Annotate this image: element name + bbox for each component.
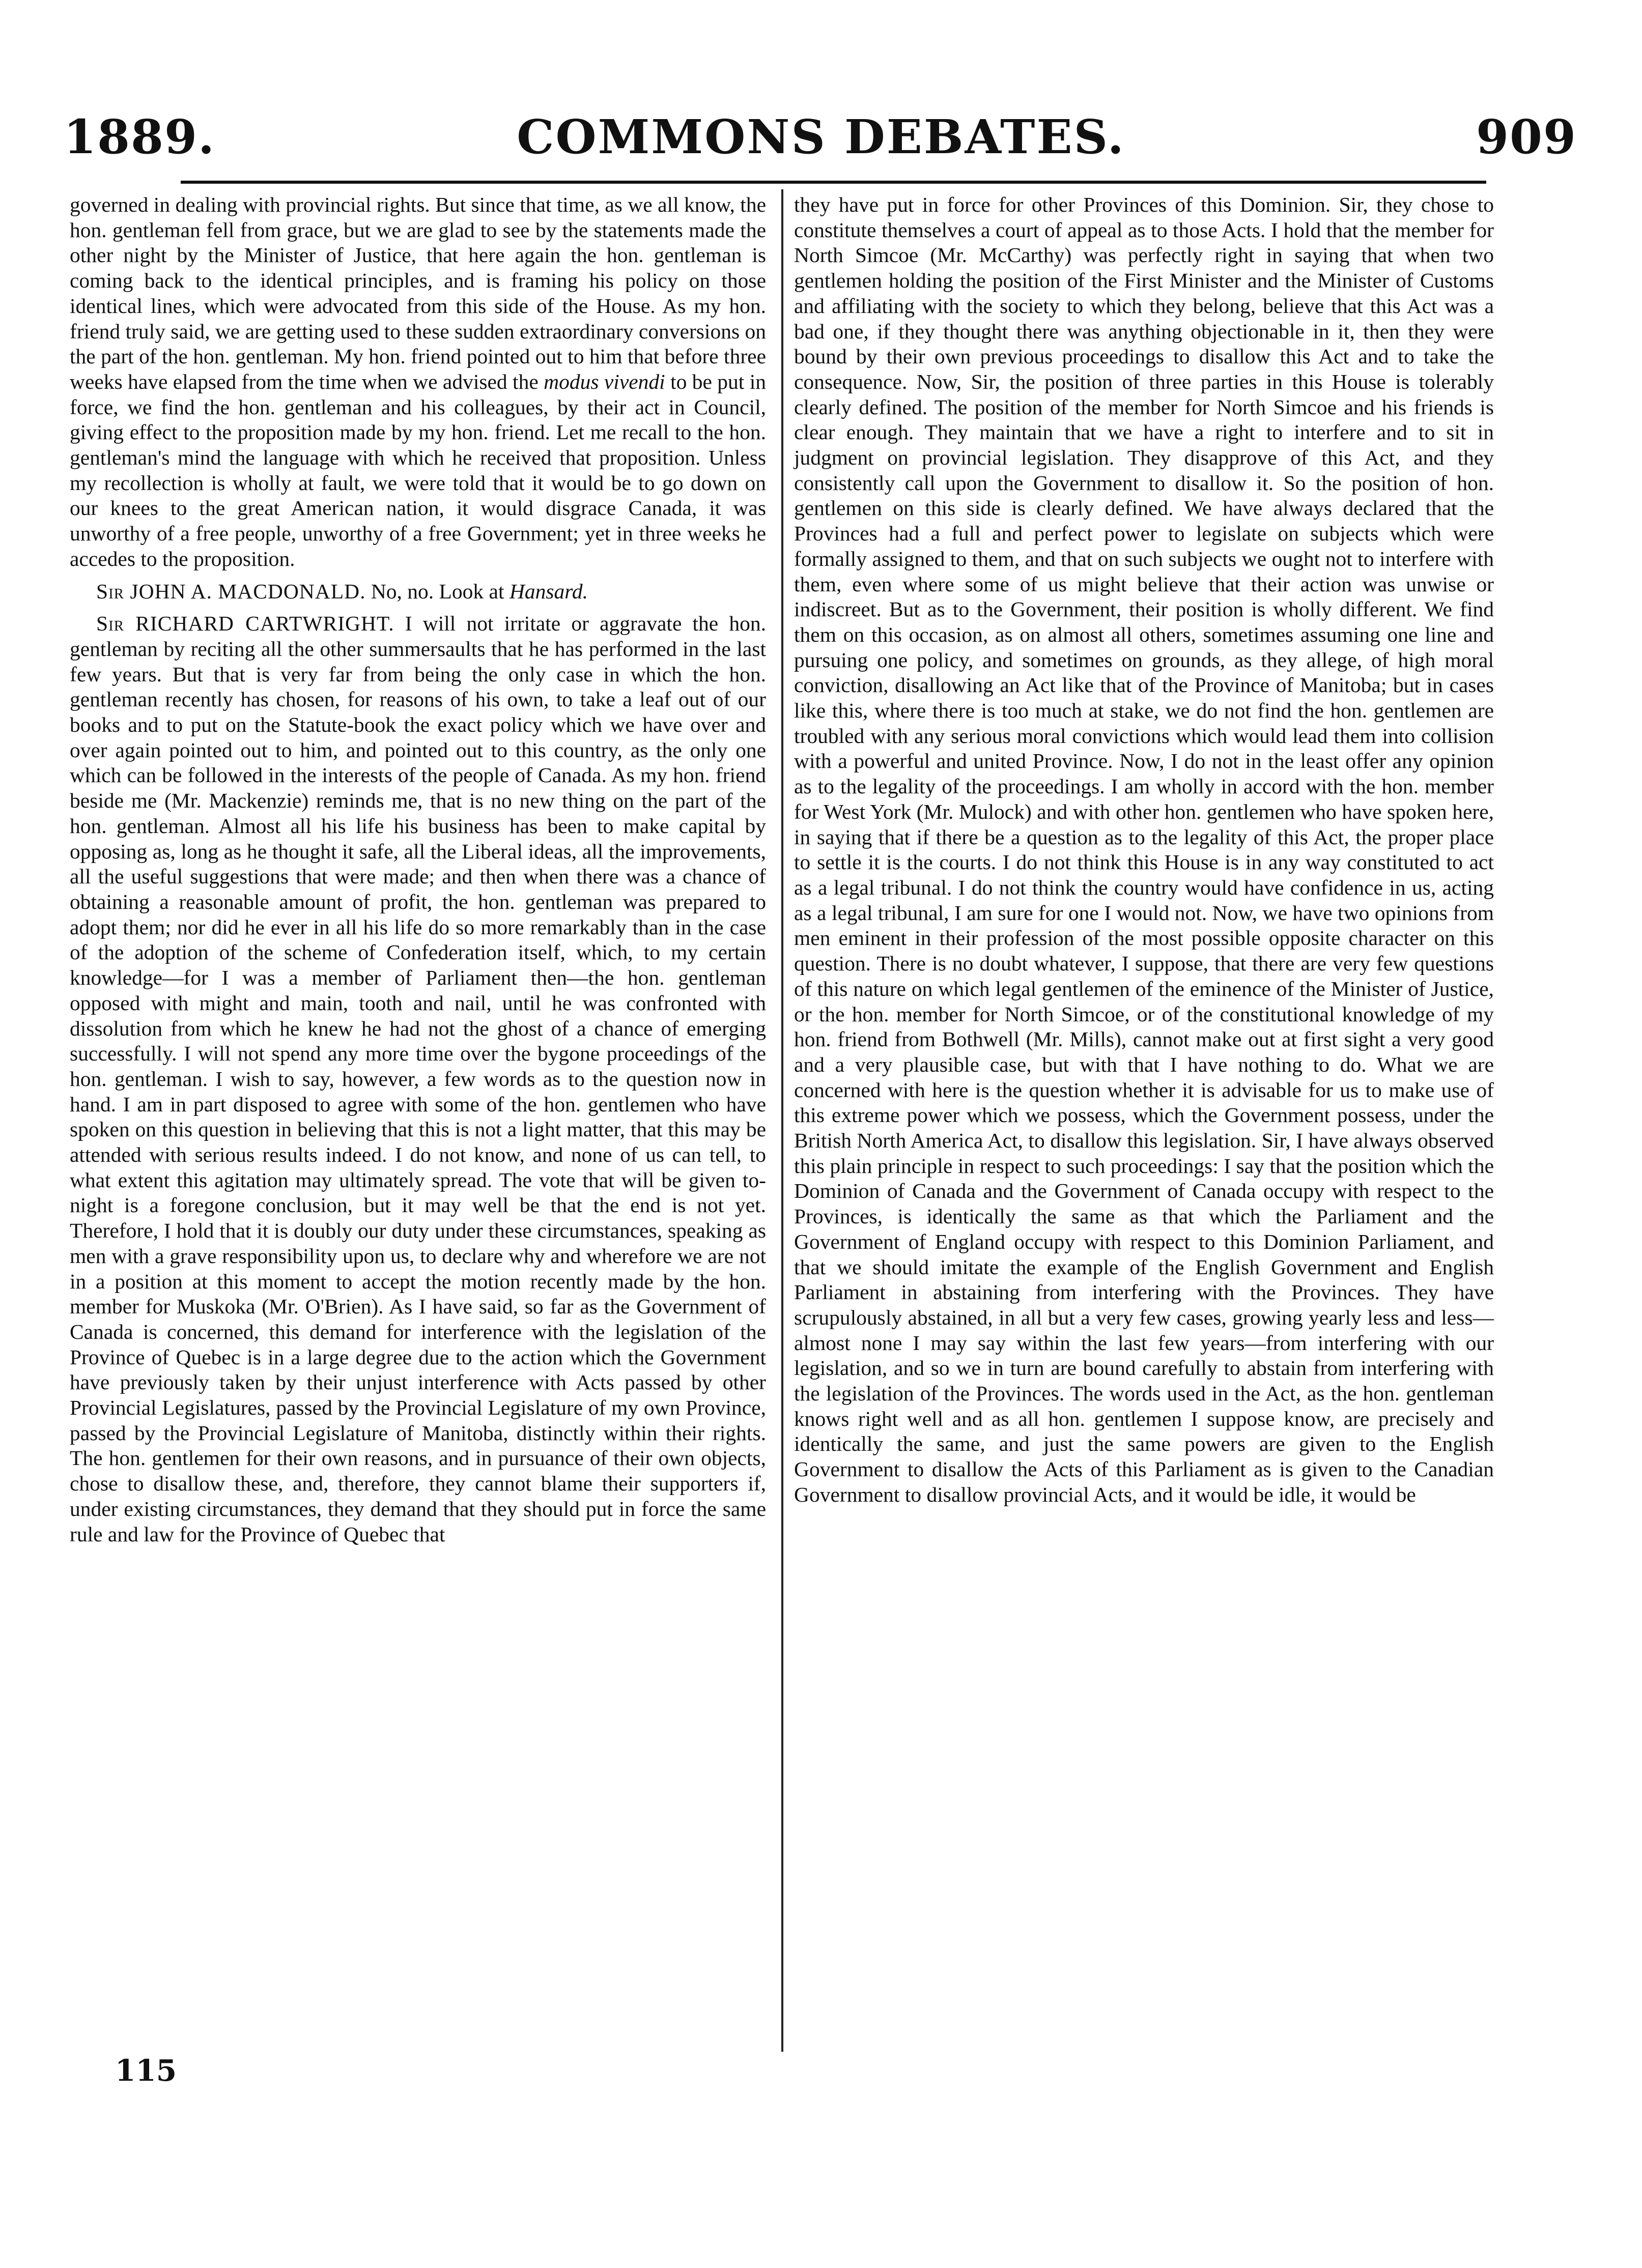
left-column	[70, 192, 766, 1547]
hansard-reference: Hansard.	[509, 579, 588, 603]
speaker-name: Sir RICHARD CARTWRIGHT.	[96, 612, 394, 636]
header-rule	[181, 181, 1486, 184]
paragraph-continued: they have put in force for other Provinces of this Dominion. Sir, they chose to constitute themselves a court of appeal as to those Acts. I hold that the member for North Simcoe (Mr. McCarthy) was perfectly right in saying that when two gentlemen holding the position of the First Minister and the Minister of Customs and affiliating with the society to which they belong, believe that this Act was a bad one, if they thought there was anything objectionable in it, then they were bound by their own previous proceedings to disallow this Act and to take the consequence. Now, Sir, the position of three parties in this House is tolerably clearly defined. The position of the member for North Simcoe and his friends is clear enough. They maintain that we have a right to interfere and to sit in judgment on provincial legislation. They disapprove of this Act, and they consistently call upon the Government to disallow it. So the position of hon. gentlemen on this side is clearly defined. We have always declared that the Provinces had a full and perfect power to legislate on subjects which were formally assigned to them, and that on such subjects we ought not to interfere with them, even where some of us might believe that their action was unwise or indiscreet. But as to the Government, their position is wholly different. We find them on this occasion, as on almost all others, sometimes assuming one line and pursuing one policy, and sometimes on grounds, as they allege, of high moral conviction, disallowing an Act like that of the Province of Manitoba; but in cases like this, where there is too much at stake, we do not find the hon. gentlemen are troubled with any serious moral convictions which would lead them into collision with a powerful and united Province. Now, I do not in the least offer any opinion as to the legality of the proceedings. I am wholly in accord with the hon. member for West York (Mr. Mulock) and with other hon. gentlemen who have spoken here, in saying that if there be a question as to the legality of this Act, the proper place to settle it is the courts. I do not think this House is in any way constituted to act as a legal tribunal. I do not think the country would have confidence in us, acting as a legal tribunal, I am sure for one I would not. Now, we have two opinions from men eminent in their profession of the most possible opposite character on this question. There is no doubt whatever, I suppose, that there are very few questions of this nature on which legal gentlemen of the eminence of the Minister of Justice, or the hon. member for North Simcoe, or of the constitutional knowledge of my hon. friend from Bothwell (Mr. Mills), cannot make out at first sight a very good and a very plausible case, but with that I have nothing to do. What we are concerned with here is the question whether it is advisable for us to make use of this extreme power which we possess, which the Government possess, under the British North America Act, to disallow this legislation. Sir, I have always observed this plain principle in respect to such proceedings: I say that the position which the Dominion of Canada and the Government of Canada occupy with respect to the Provinces, is identically the same as that which the Parliament and the Government of England occupy with respect to this Dominion Parliament, and that we should imitate the example of the English Government and English Parliament in abstaining from interfering with the Provinces. They have scrupulously abstained, in all but a very few cases, growing yearly less and less—almost none I may say within the last few years—from interfering with our legislation, and so we in turn are bound carefully to abstain from interfering with the legislation of the Provinces. The words used in the Act, as the hon. gentleman knows right well and as all hon. gentlemen I suppose know, are precisely and identically the same, and just the same powers are given to the English Government to disallow the Acts of this Parliament as is given to the Canadian Government to disallow provincial Acts, and it would be idle, it would be	[794, 193, 1494, 1506]
speaker-name: Sir JOHN A. MACDONALD.	[96, 579, 366, 603]
latin-phrase: modus vivendi	[544, 369, 665, 393]
header-year: 1889.	[64, 109, 216, 164]
signature-mark: 115	[115, 2053, 177, 2088]
column-divider	[781, 189, 783, 2052]
speech-macdonald: Sir JOHN A. MACDONALD. No, no. Look at Hansard.	[96, 579, 588, 603]
paragraph-continued: governed in dealing with provincial rights. But since that time, as we all know, the hon. gentleman fell from grace, but we are glad to see by the statements made the other night by the Minister of Justice, that here again the hon. gentleman is coming back to the identical principles, and is framing his policy on those identical lines, which were advocated from this side of the House. As my hon. friend truly said, we are getting used to these sudden extraordinary conversions on the part of the hon. gentleman. My hon. friend pointed out to him that before three weeks have elapsed from the time when we advised the modus vivendi to be put in force, we find the hon. gentleman and his colleagues, by their act in Council, giving effect to the proposition made by my hon. friend. Let me recall to the hon. gentleman's mind the language with which he received that proposition. Unless my recollection is wholly at fault, we were told that it would be to go down on our knees to the great American nation, it would disgrace Canada, it was unworthy of a free people, unworthy of a free Government; yet in three weeks he accedes to the proposition.	[70, 193, 766, 570]
speech-cartwright: Sir RICHARD CARTWRIGHT. I will not irritate or aggravate the hon. gentleman by reciting all the other summersaults that he has performed in the last few years. But that is very far from being the only case in which the hon. gentleman recently has chosen, for reasons of his own, to take a leaf out of our books and to put on the Statute-book the exact policy which we have over and over again pointed out to him, and pointed out to this country, as the only one which can be followed in the interests of the people of Canada. As my hon. friend beside me (Mr. Mackenzie) reminds me, that is no new thing on the part of the hon. gentleman. Almost all his life his business has been to make capital by opposing as, long as he thought it safe, all the Liberal ideas, all the improvements, all the useful suggestions that were made; and then when there was a chance of obtaining a reasonable amount of profit, the hon. gentleman was prepared to adopt them; nor did he ever in all his life do so more remarkably than in the case of the adoption of the scheme of Confederation itself, which, to my certain knowledge—for I was a member of Parliament then—the hon. gentleman opposed with might and main, tooth and nail, until he was confronted with dissolution from which he knew he had not the ghost of a chance of emerging successfully. I will not spend any more time over the bygone proceedings of the hon. gentleman. I wish to say, however, a few words as to the question now in hand. I am in part disposed to agree with some of the hon. gentlemen who have spoken on this question in believing that this is not a light matter, that this may be attended with serious results indeed. I do not know, and none of us can tell, to what extent this agitation may ultimately spread. The vote that will be given to-night is a foregone conclusion, but it may well be that the end is not yet. Therefore, I hold that it is doubly our duty under these circumstances, speaking as men with a grave responsibility upon us, to declare why and wherefore we are not in a position at this moment to accept the motion recently made by the hon. member for Muskoka (Mr. O'Brien). As I have said, so far as the Government of Canada is concerned, this demand for interference with the legislation of the Province of Quebec is in a large degree due to the action which the Government have previously taken by their unjust interference with Acts passed by other Provincial Legislatures, passed by the Provincial Legislature of my own Province, passed by the Provincial Legislature of Manitoba, distinctly within their rights. The hon. gentlemen for their own reasons, and in pursuance of their own objects, chose to disallow these, and, therefore, they cannot blame their supporters if, under existing circumstances, they demand that they should put in force the same rule and law for the Province of Quebec that	[70, 612, 767, 1546]
right-column	[794, 192, 1494, 1508]
page-number: 909	[1476, 109, 1577, 164]
page-header	[0, 109, 1642, 165]
running-title: COMMONS DEBATES.	[517, 109, 1125, 164]
